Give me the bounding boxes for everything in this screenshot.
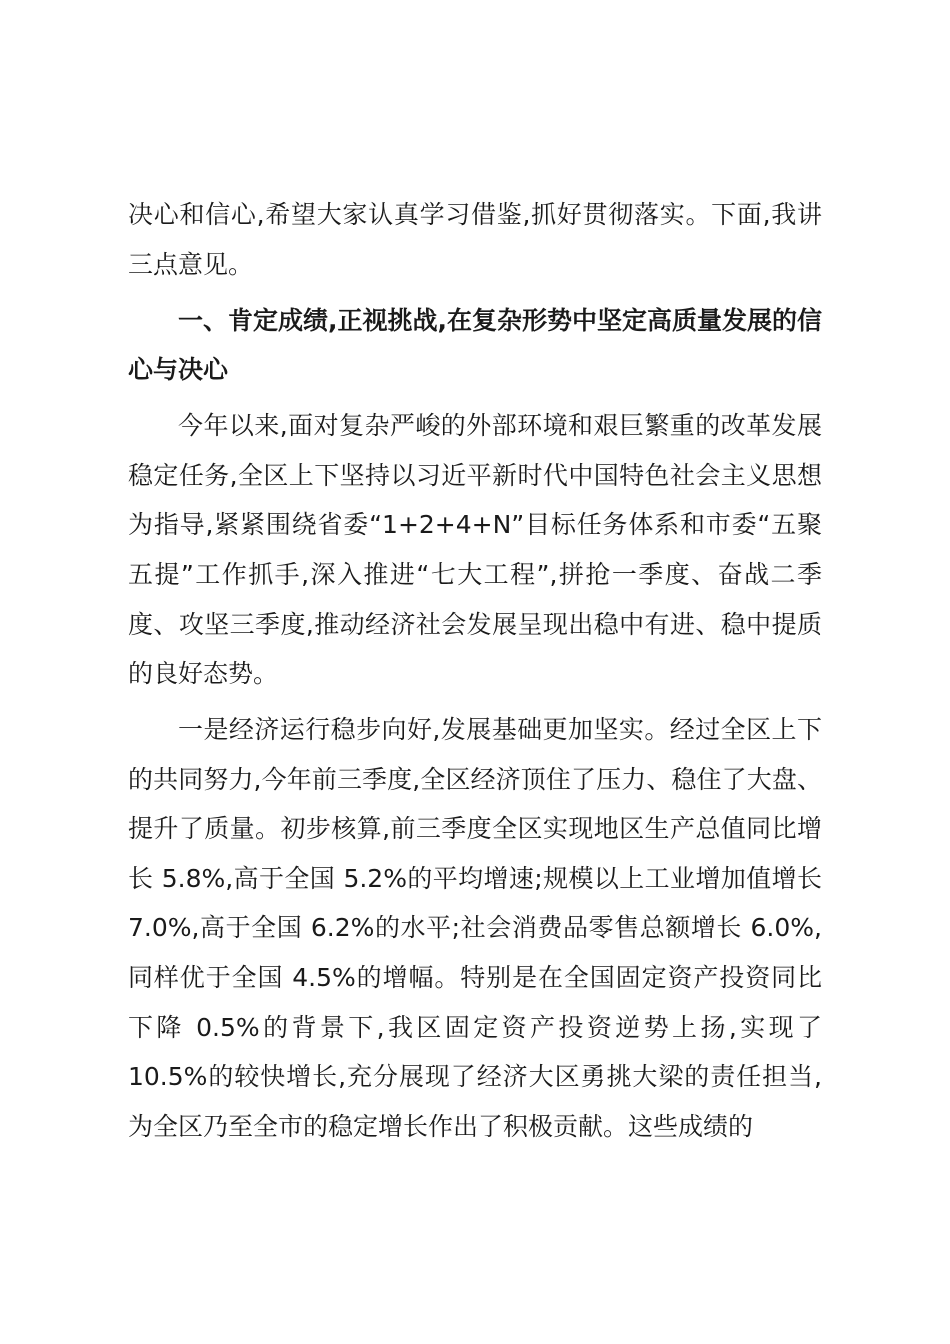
section-heading-1: 一、肯定成绩,正视挑战,在复杂形势中坚定高质量发展的信心与决心 xyxy=(128,305,822,385)
paragraph-overview: 今年以来,面对复杂严峻的外部环境和艰巨繁重的改革发展稳定任务,全区上下坚持以习近平新时代中国特色社会主义思想为指导,紧紧围绕省委“1+2+4+N”目标任务体系和市委“五聚五提”工作抓手,深入推进“七大工程”,拼抢一季度、奋战二季度、攻坚三季度,推动经济社会发展呈现出稳中有进、稳中提质的良好态势。 xyxy=(128,411,822,689)
paragraph-intro-continuation: 决心和信心,希望大家认真学习借鉴,抓好贯彻落实。下面,我讲三点意见。 xyxy=(128,200,822,279)
paragraph-economy: 一是经济运行稳步向好,发展基础更加坚实。经过全区上下的共同努力,今年前三季度,全区经济顶住了压力、稳住了大盘、提升了质量。初步核算,前三季度全区实现地区生产总值同比增长 5.8%,高于全国 5.2%的平均增速;规模以上工业增加值增长 7.0%,高于全国 6.2%的水平;社会消费品零售总额增长 6.0%,同样优于全国 4.5%的增幅。特别是在全国固定资产投资同比下降 0.5%的背景下,我区固定资产投资逆势上扬,实现了 10.5%的较快增长,充分展现了经济大区勇挑大梁的责任担当,为全区乃至全市的稳定增长作出了积极贡献。这些成绩的 xyxy=(128,715,822,1141)
document-body xyxy=(128,190,822,1158)
